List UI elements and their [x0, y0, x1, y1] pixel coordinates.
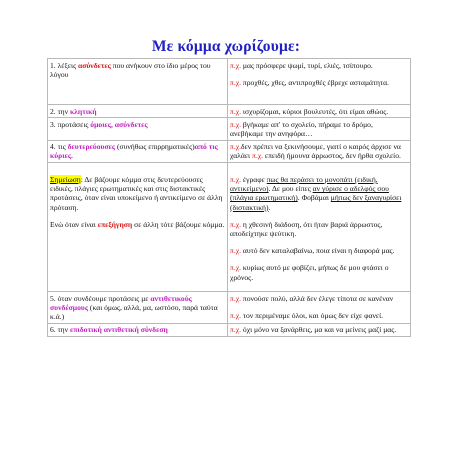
rule-cell: [48, 140, 228, 162]
rule-cell: [48, 105, 228, 118]
rule-number: 6.: [50, 325, 56, 335]
example-marker: π.χ.: [230, 246, 242, 256]
example-marker: π.χ.: [230, 77, 242, 87]
example-text: όχι μόνο να ξανάρθεις, μα και να μείνεις μαζί μας.: [241, 325, 397, 335]
table-row: [48, 292, 411, 324]
table-row: [48, 163, 411, 292]
example-text: .: [268, 202, 271, 212]
example-cell: [228, 140, 411, 162]
note-keyword: επεξήγηση: [97, 219, 133, 229]
note-text: : Δε βάζουμε κόμμα στις δευτερεύουσες ειδικές, πλάγιες ερωτηματικές και στις διστακτικές προτάσεις, όταν είναι υποκείμενο ή αντικείμενο σε άλλη πρόταση.: [50, 175, 223, 212]
example-underlined: πως θα περάσει το μονοπάτι (ειδική, αντικείμενο): [230, 175, 378, 194]
rule-keyword: ασύνδετες: [78, 60, 111, 70]
example-text: επειδή ήμουνα άρρωστος, δεν ήρθα σχολείο.: [263, 151, 401, 161]
example-marker: π.χ.: [230, 119, 242, 129]
example-text: τον περιμέναμε όλοι, και όμως δεν είχε φανεί.: [241, 311, 384, 321]
rule-keyword: κλητική: [69, 106, 97, 116]
rule-text: (και όμως, αλλά, μα, ωστόσο, παρά ταύτα κ.ά.): [50, 303, 218, 322]
rule-number: 1.: [50, 60, 56, 70]
example-marker: π.χ.: [230, 106, 242, 116]
example-text: η χθεσινή διάδοση, ότι ήταν βαριά άρρωστος, αποδείχτηκε ψεύτικη.: [230, 219, 383, 239]
note-label: Σημείωση: [50, 175, 81, 185]
example-marker: π.χ.: [230, 175, 242, 185]
rule-text: που ανήκουν στο ίδιο μέρος του λόγου: [50, 60, 211, 79]
example-text: δεν πρέπει να ξεκινήσουμε, γιατί ο καιρός άρχισε να χαλάει: [230, 142, 401, 161]
note-cell: [48, 163, 228, 292]
rule-keyword: αντιθετικούς συνδέσμους: [50, 293, 192, 313]
table-row: [48, 118, 411, 140]
rule-cell: [48, 323, 228, 336]
example-text: πονούσε πολύ, αλλά δεν έλεγε τίποτα σε κανέναν: [241, 293, 394, 303]
example-text: αυτό δεν καταλαβαίνω, ποια είναι η διαφορά μας.: [241, 246, 395, 256]
example-marker: π.χ.: [230, 311, 242, 321]
rule-keyword: από τις κύριες.: [50, 142, 218, 161]
example-marker: π.χ.: [230, 325, 242, 335]
table-row: [48, 105, 411, 118]
example-text: προχθές, χθες, αντιπροχθές έβρεχε ασταμάτητα.: [241, 77, 389, 87]
example-text: βγήκαμε απ' το σχολείο, πήραμε το δρόμο, ανεβήκαμε την ανηφόρα…: [230, 119, 373, 138]
example-underlined: μήπως δεν ξαναγυρίσει (διστακτική): [230, 193, 402, 212]
example-marker: π.χ.: [251, 151, 263, 161]
example-marker: π.χ.: [230, 293, 242, 303]
page-title: Με κόμμα χωρίζουμε:: [151, 38, 301, 55]
example-marker: π.χ.: [230, 219, 242, 229]
rule-number: 3.: [50, 119, 56, 129]
example-text: έγραφε: [241, 175, 267, 185]
example-cell: [228, 323, 411, 336]
example-text: ισχυρίζομαι, κύριοι βουλευτές, ότι είμαι αθώος.: [241, 106, 389, 116]
example-cell: [228, 118, 411, 140]
example-cell: [228, 292, 411, 324]
rule-cell: [48, 59, 228, 105]
rule-keyword: επιδοτική αντιθετική σύνδεση: [69, 325, 168, 335]
rule-number: 4.: [50, 142, 56, 152]
example-cell: [228, 163, 411, 292]
rules-table: [47, 58, 411, 337]
table-row: [48, 59, 411, 105]
rule-text: την: [55, 325, 70, 335]
rule-text: λέξεις: [55, 60, 78, 70]
example-text: κυρίως αυτό με φοβίζει, μήπως δε μου φτάσει ο χρόνος.: [230, 263, 389, 282]
rule-text: τις: [55, 142, 68, 152]
example-marker: π.χ.: [230, 60, 242, 70]
example-marker: π.χ.: [230, 142, 242, 152]
rule-number: 2.: [50, 106, 56, 116]
example-marker: π.χ.: [230, 263, 242, 273]
rule-text: (συνήθως επιρρηματικές): [115, 142, 195, 152]
example-text: . Φοβάμαι: [297, 193, 331, 203]
table-row: [48, 140, 411, 162]
rule-cell: [48, 292, 228, 324]
example-cell: [228, 105, 411, 118]
note-text: Ενώ όταν είναι: [50, 219, 98, 229]
rule-text: όταν συνδέουμε προτάσεις με: [55, 293, 151, 303]
rule-text: προτάσεις: [55, 119, 91, 129]
example-underlined: αν γύρισε ο αδελφός σου (πλάγια ερωτηματική): [230, 184, 389, 203]
rule-cell: [48, 118, 228, 140]
example-cell: [228, 59, 411, 105]
table-row: [48, 323, 411, 336]
rule-text: την: [55, 106, 70, 116]
example-text: μας πρόσφερε ψωμί, τυρί, ελιές, τσίπουρο.: [241, 60, 373, 70]
example-text: . Δε μου είπες: [268, 184, 313, 194]
rule-number: 5.: [50, 293, 56, 303]
note-text: σε άλλη τότε βάζουμε κόμμα.: [132, 219, 225, 229]
rule-keyword: δευτερεύουσες: [67, 142, 116, 152]
rule-keyword: όμοιες, ασύνδετες: [90, 119, 148, 129]
